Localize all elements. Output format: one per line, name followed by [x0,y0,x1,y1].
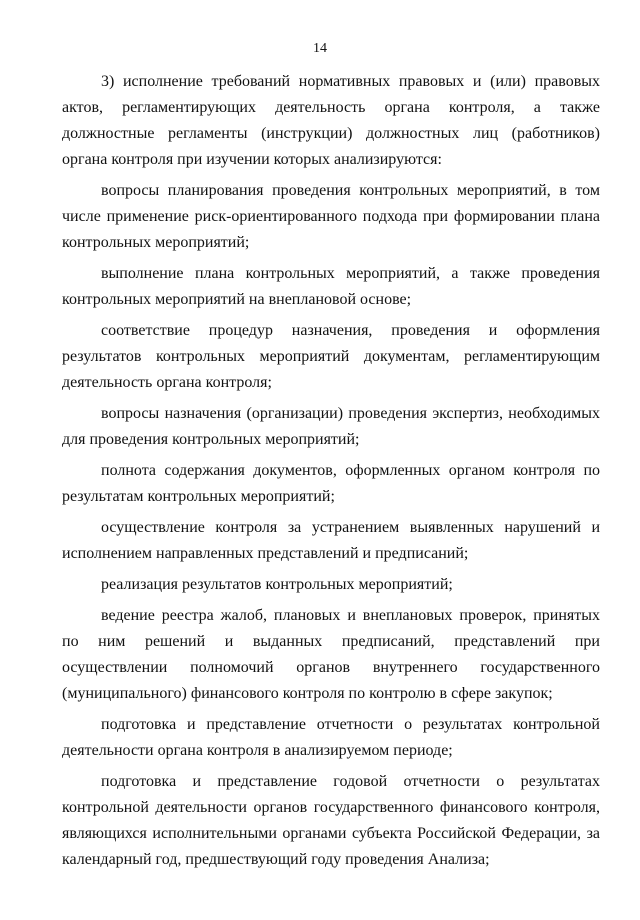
paragraph-plan-execution: выполнение плана контрольных мероприятий, а также проведения контрольных мероприятий на внеплановой основе; [62,265,600,308]
paragraph-reporting: подготовка и представление отчетности о результатах контрольной деятельности органа контроля в анализируемом периоде; [62,716,600,759]
paragraph-complaints-register: ведение реестра жалоб, плановых и внеплановых проверок, принятых по ним решений и выданных предписаний, представлений при осуществлении полномочий органов внутреннего государственного (муниципального) финансового контроля по контролю в сфере закупок; [62,607,600,702]
paragraph-annual-reporting: подготовка и представление годовой отчетности о результатах контрольной деятельности органов государственного финансового контроля, являющихся исполнительными органами субъекта Российской Федерации, за календарный год, предшествующий году проведения Анализа; [62,773,600,868]
page-number: 14 [313,41,327,56]
body-text [62,69,600,873]
paragraph-planning: вопросы планирования проведения контрольных мероприятий, в том числе применение риск-ориентированного подхода при формировании плана контрольных мероприятий; [62,182,600,251]
paragraph-violations-control: осуществление контроля за устранением выявленных нарушений и исполнением направленных представлений и предписаний; [62,519,600,562]
paragraph-results: реализация результатов контрольных мероприятий; [101,576,453,593]
paragraph-item-3: 3) исполнение требований нормативных правовых и (или) правовых актов, регламентирующих деятельность органа контроля, а также должностные регламенты (инструкции) должностных лиц (работников) органа контроля при изучении которых анализируются: [62,73,600,168]
paragraph-expertise: вопросы назначения (организации) проведения экспертиз, необходимых для проведения контрольных мероприятий; [62,405,600,448]
paragraph-documents: полнота содержания документов, оформленных органом контроля по результатам контрольных мероприятий; [62,462,600,505]
paragraph-procedures: соответствие процедур назначения, проведения и оформления результатов контрольных мероприятий документам, регламентирующим деятельность органа контроля; [62,322,600,391]
